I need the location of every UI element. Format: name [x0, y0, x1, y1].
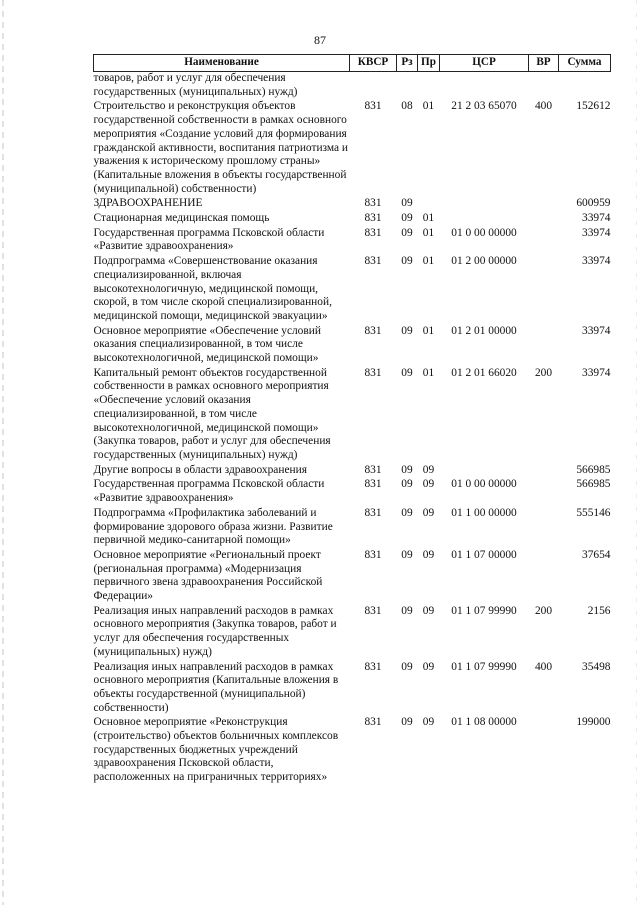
cell-kvsr: 831: [364, 100, 382, 113]
cell-kvsr: 831: [364, 324, 382, 337]
cell-vr: [529, 325, 559, 367]
cell-name: ЗДРАВООХРАНЕНИЕ: [93, 197, 203, 210]
column-header-vr: ВР: [529, 55, 559, 72]
cell-vr: [529, 227, 559, 255]
column-header-kvsr: КВСР: [350, 55, 397, 72]
cell-name: Основное мероприятие «Реконструкция (строительство) объектов больничных комплексов государственных бюджетных учреждений здравоохранения Псковской области, расположенных на приграничных территориях»: [93, 716, 339, 784]
cell-name: Подпрограмма «Профилактика заболеваний и формирование здорового образа жизни. Развитие первичной медико-санитарной помощи»: [93, 506, 333, 547]
cell-rz: 09: [401, 660, 413, 673]
cell-rz: 09: [401, 548, 413, 561]
cell-csr: 01 2 01 00000: [451, 324, 517, 337]
table-row: [94, 197, 611, 212]
cell-pr: 01: [422, 324, 435, 337]
cell-sum: 33974: [582, 366, 611, 379]
budget-table: [93, 54, 611, 786]
cell-csr: 01 2 00 00000: [451, 255, 517, 268]
cell-pr: 09: [422, 478, 435, 491]
cell-vr: 200: [534, 604, 553, 617]
cell-csr: 21 2 03 65070: [451, 100, 517, 113]
table-row: [94, 605, 611, 661]
cell-kvsr: 831: [364, 548, 382, 561]
table-row: [94, 72, 611, 101]
cell-name: Основное мероприятие «Региональный проект (региональная программа) «Модернизация первичного звена здравоохранения Российской Федерации»: [93, 548, 323, 603]
cell-pr: 01: [422, 366, 435, 379]
cell-kvsr: 831: [364, 478, 382, 491]
table-row: [94, 325, 611, 367]
cell-csr: [440, 72, 529, 101]
cell-sum: 600959: [576, 197, 611, 210]
cell-csr: 01 2 01 66020: [451, 366, 517, 379]
table-row: [94, 464, 611, 479]
cell-kvsr: 831: [364, 366, 382, 379]
scan-edge-left: [2, 0, 4, 905]
cell-rz: 08: [401, 100, 413, 113]
cell-csr: [440, 464, 529, 479]
cell-sum: 33974: [582, 212, 611, 225]
table-row: [94, 507, 611, 549]
cell-kvsr: 831: [364, 197, 382, 210]
cell-sum: 37654: [582, 548, 611, 561]
cell-pr: 01: [422, 255, 435, 268]
cell-rz: 09: [401, 366, 413, 379]
cell-kvsr: 831: [364, 660, 382, 673]
cell-rz: 09: [401, 197, 413, 210]
cell-sum: 199000: [576, 716, 611, 729]
cell-csr: 01 0 00 00000: [451, 478, 517, 491]
column-header-sum: Сумма: [559, 55, 611, 72]
cell-vr: [529, 478, 559, 506]
cell-pr: 01: [422, 212, 435, 225]
cell-vr: [529, 549, 559, 605]
cell-name: Строительство и реконструкция объектов государственной собственности в рамках основного мероприятия «Создание условий для формирования гражданской активности, воспитания патриотизма и уважения к историческому прошлому страны» (Капитальные вложения в объекты государственной (муниципальной) собственности): [93, 100, 349, 195]
table-row: [94, 212, 611, 227]
table-header-row: [94, 55, 611, 72]
table-row: [94, 716, 611, 786]
cell-kvsr: 831: [364, 716, 382, 729]
cell-rz: 09: [401, 506, 413, 519]
table-row: [94, 100, 611, 197]
cell-vr: [529, 72, 559, 101]
cell-name: Подпрограмма «Совершенствование оказания специализированной, включая высокотехнологичную, медицинской помощи, скорой, в том числе скорой специализированной, медицинской помощи, медицинской эвакуации»: [93, 255, 332, 322]
cell-pr: 09: [422, 660, 435, 673]
cell-csr: 01 0 00 00000: [451, 226, 517, 239]
table-row: [94, 478, 611, 506]
cell-csr: 01 1 07 99990: [451, 604, 517, 617]
cell-csr: [440, 197, 529, 212]
cell-vr: [529, 716, 559, 786]
table-row: [94, 367, 611, 464]
cell-sum: 566985: [576, 463, 611, 476]
cell-pr: 09: [422, 506, 435, 519]
cell-rz: 09: [401, 478, 413, 491]
cell-vr: [529, 255, 559, 325]
cell-kvsr: 831: [364, 506, 382, 519]
cell-vr: [529, 464, 559, 479]
cell-sum: 152612: [576, 100, 611, 113]
cell-name: Государственная программа Псковской области «Развитие здравоохранения»: [93, 226, 325, 253]
cell-vr: [529, 212, 559, 227]
cell-pr: 09: [422, 604, 435, 617]
cell-rz: 09: [401, 255, 413, 268]
cell-pr: 09: [422, 548, 435, 561]
table-row: [94, 661, 611, 717]
page-number: 87: [314, 33, 326, 47]
cell-rz: 09: [401, 324, 413, 337]
cell-name: Стационарная медицинская помощь: [93, 212, 270, 225]
cell-sum: 2156: [587, 604, 611, 617]
column-header-rz: Рз: [397, 55, 418, 72]
cell-rz: 09: [401, 604, 413, 617]
cell-kvsr: 831: [364, 212, 382, 225]
cell-csr: [440, 212, 529, 227]
column-header-name: Наименование: [94, 55, 350, 72]
cell-rz: 09: [401, 716, 413, 729]
cell-name: Капитальный ремонт объектов государственной собственности в рамках основного мероприятия «Обеспечение условий оказания специализированной, в том числе высокотехнологичной, медицинской помощи» (Закупка товаров, работ и услуг для обеспечения государственных (муниципальных) нужд): [93, 366, 331, 461]
cell-name: Основное мероприятие «Обеспечение условий оказания специализированной, в том числе высокотехнологичной, медицинской помощи»: [93, 324, 321, 365]
cell-vr: [529, 507, 559, 549]
cell-kvsr: 831: [364, 463, 382, 476]
cell-name: Реализация иных направлений расходов в рамках основного мероприятия (Закупка товаров, работ и услуг для обеспечения государственных (муниципальных) нужд): [93, 604, 337, 658]
cell-sum: [559, 72, 611, 101]
table-row: [94, 549, 611, 605]
cell-kvsr: 831: [364, 255, 382, 268]
cell-pr: 01: [422, 226, 435, 239]
cell-name: Реализация иных направлений расходов в рамках основного мероприятия (Капитальные вложения в объекты государственной (муниципальной) собственности): [93, 660, 339, 714]
cell-vr: [529, 197, 559, 212]
cell-rz: 09: [401, 226, 413, 239]
cell-vr: 400: [534, 100, 553, 113]
cell-pr: 01: [422, 100, 435, 113]
cell-vr: 400: [534, 660, 553, 673]
cell-pr: [418, 72, 440, 101]
cell-vr: 200: [534, 366, 553, 379]
cell-name: Государственная программа Псковской области «Развитие здравоохранения»: [93, 478, 325, 505]
cell-sum: 35498: [582, 660, 611, 673]
cell-name: товаров, работ и услуг для обеспечения государственных (муниципальных) нужд): [93, 72, 298, 98]
cell-kvsr: [350, 72, 397, 101]
column-header-csr: ЦСР: [440, 55, 529, 72]
cell-pr: 09: [422, 463, 435, 476]
scan-edge-right: [636, 0, 637, 905]
cell-sum: 555146: [576, 506, 611, 519]
table-body: [94, 72, 611, 786]
cell-pr: [418, 197, 440, 212]
cell-csr: 01 1 08 00000: [451, 716, 517, 729]
cell-rz: 09: [401, 212, 413, 225]
table-row: [94, 255, 611, 325]
cell-csr: 01 1 00 00000: [451, 506, 517, 519]
cell-sum: 33974: [582, 324, 611, 337]
cell-kvsr: 831: [364, 226, 382, 239]
cell-sum: 33974: [582, 255, 611, 268]
cell-rz: 09: [401, 463, 413, 476]
column-header-pr: Пр: [418, 55, 440, 72]
cell-sum: 33974: [582, 226, 611, 239]
cell-sum: 566985: [576, 478, 611, 491]
cell-csr: 01 1 07 00000: [451, 548, 517, 561]
cell-csr: 01 1 07 99990: [451, 660, 517, 673]
cell-name: Другие вопросы в области здравоохранения: [93, 463, 307, 476]
table-row: [94, 227, 611, 255]
cell-rz: [397, 72, 418, 101]
cell-kvsr: 831: [364, 604, 382, 617]
cell-pr: 09: [422, 716, 435, 729]
